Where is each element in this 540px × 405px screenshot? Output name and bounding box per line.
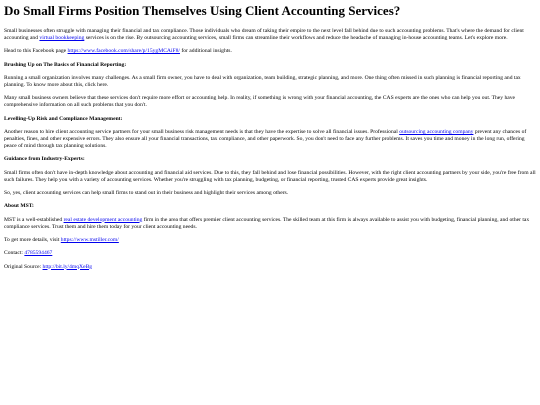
- phone-link[interactable]: 4785594467: [24, 250, 53, 257]
- industry-experts-paragraph-1: Small firms often don't have in-depth knowledge about accounting and financial aid services. Due to this, they fall behind and lose financial possibilities. However, with the right client accounting partners by your side, you're free from all such failures. They help you with a variety of accounting services. Whether you're struggling with tax planning, budgeting, or financial reporting, trusted CAS experts provide great insights.: [4, 169, 536, 183]
- facebook-link[interactable]: https://www.facebook.com/share/p/15ygMCAiF8/: [67, 48, 180, 55]
- about-text-2: firm in the area that offers premier client accounting services. The skilled team at this firm is always available to assist you with budgeting, financial planning, and other tax compliance services. Trust them and hire them today for your client accounting needs.: [4, 216, 530, 230]
- facebook-text-2: for additional insights.: [179, 48, 232, 55]
- section-heading-industry-experts: Guidance from Industry-Experts:: [4, 156, 85, 163]
- website-link[interactable]: https://www.mstiller.com/: [60, 237, 119, 244]
- section-heading-risk-compliance: Levelling-Up Risk and Compliance Management:: [4, 115, 123, 122]
- source-label: Original Source:: [4, 263, 43, 270]
- intro-text-1: Small businesses often struggle with managing their financial and tax compliance. Those individuals who dream of taking their empire to the next level fall behind due to such accounting problems. That's where the demand for client accounting and: [4, 28, 524, 42]
- risk-text-2: prevent any chances of penalties, fines, and other expensive errors. They also ensure all your financial transactions, tax compliance, and other paperwork. So, you don't need to face any further problems. It saves you time and money in the long run, offering peace of mind through tax planning solutions.: [4, 128, 527, 150]
- intro-text-2: services is on the rise. By outsourcing accounting services, small firms can streamline their workflows and reduce the headache of managing in-house accounting teams. Let's explore more.: [84, 35, 508, 42]
- real-estate-accounting-link[interactable]: real estate development accounting: [63, 216, 143, 223]
- virtual-bookkeeping-link[interactable]: virtual bookkeeping: [39, 35, 85, 42]
- facebook-paragraph: [4, 48, 536, 55]
- facebook-text-1: Head to this Facebook page: [4, 48, 68, 55]
- contact-label: Contact:: [4, 250, 25, 257]
- original-source-link[interactable]: http://bit.ly/4mqXeBg: [42, 263, 93, 270]
- financial-reporting-paragraph-1: Running a small organization involves many challenges. As a small firm owner, you have to deal with organization, team building, strategic planning, and more. One thing often missed in such planning is financial reporting and tax planning. To know more about this, click here.: [4, 74, 521, 89]
- section-heading-about: About MST:: [4, 203, 34, 210]
- risk-text-1: Another reason to hire client accounting service partners for your small business risk management needs is that they have the expertise to solve all financial issues. Professional: [4, 128, 400, 135]
- section-heading-financial-reporting: Brushing Up on The Basics of Financial Reporting:: [4, 61, 127, 68]
- risk-compliance-paragraph: [4, 129, 536, 150]
- details-text: To get more details, visit: [4, 237, 61, 244]
- industry-experts-paragraph-2: So, yes, client accounting services can help small firms to stand out in their business and highlight their services among others.: [4, 190, 289, 197]
- page-title: Do Small Firms Position Themselves Using Client Accounting Services?: [4, 3, 401, 18]
- financial-reporting-paragraph-2: Many small business owners believe that these services don't require more effort or accounting help. In reality, if something is wrong with your financial accounting, the CAS experts are the ones who can help you out. They have comprehensive information on all such problems that you don't.: [4, 95, 516, 109]
- about-text-1: MST is a well-established: [4, 216, 64, 223]
- outsourcing-accounting-link[interactable]: outsourcing accounting company: [399, 128, 474, 135]
- intro-paragraph: [4, 28, 536, 42]
- contact-line: [4, 250, 536, 257]
- source-line: [4, 264, 536, 271]
- details-line: [4, 237, 536, 244]
- about-paragraph: [4, 217, 536, 231]
